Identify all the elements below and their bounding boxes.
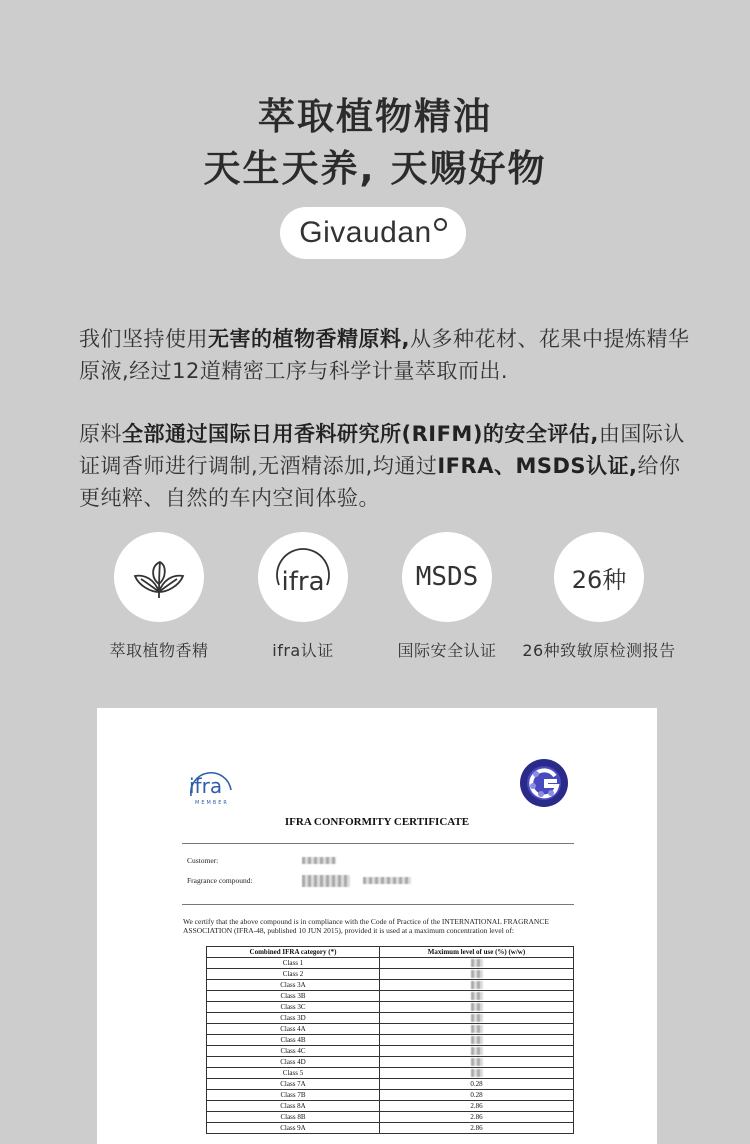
redacted-value <box>471 1003 483 1011</box>
table-row <box>207 1123 574 1134</box>
ifra-logo-text: ifra <box>281 567 325 597</box>
compound-redacted <box>302 875 350 887</box>
class-cell: Class 4B <box>207 1035 380 1046</box>
ifra-certificate-image <box>97 708 657 1144</box>
feature-label: 26种致敏原检测报告 <box>522 641 676 660</box>
ifra-logo-text: ifra <box>189 774 223 798</box>
redacted-value <box>471 1047 483 1055</box>
brand-dot-icon <box>434 218 447 231</box>
compound-redacted <box>363 877 411 884</box>
class-cell: Class 3D <box>207 1013 380 1024</box>
feature-circle <box>258 532 348 622</box>
class-cell: Class 9A <box>207 1123 380 1134</box>
redacted-value <box>471 1058 483 1066</box>
customer-redacted <box>302 857 336 864</box>
level-cell <box>380 1024 574 1035</box>
feature-circle <box>554 532 644 622</box>
level-cell <box>380 958 574 969</box>
level-cell: 0.28 <box>380 1079 574 1090</box>
para2-text-a: 原料 <box>79 422 122 446</box>
brand-name: Givaudan <box>299 216 432 249</box>
level-cell <box>380 1035 574 1046</box>
feature-circle <box>114 532 204 622</box>
certificate-title: IFRA CONFORMITY CERTIFICATE <box>284 816 470 828</box>
ifra-member-logo <box>187 760 247 810</box>
class-cell: Class 4D <box>207 1057 380 1068</box>
feature-label: 萃取植物香精 <box>109 641 209 660</box>
class-cell: Class 7A <box>207 1079 380 1090</box>
class-cell: Class 5 <box>207 1068 380 1079</box>
para2-bold-d: IFRA、MSDS认证, <box>437 454 638 478</box>
feature-circle <box>402 532 492 622</box>
table-row <box>207 1046 574 1057</box>
level-cell <box>380 991 574 1002</box>
level-cell: 0.28 <box>380 1090 574 1101</box>
class-cell: Class 4A <box>207 1024 380 1035</box>
feature-label: ifra认证 <box>272 641 334 660</box>
para1-bold: 无害的植物香精原料, <box>208 327 410 351</box>
para1-text-c: 从多种花材、花果中提炼精华原液,经过12道精密工序与科学计量萃取而出. <box>79 327 690 383</box>
class-cell: Class 4C <box>207 1046 380 1057</box>
class-cell: Class 2 <box>207 969 380 980</box>
level-cell <box>380 1057 574 1068</box>
level-cell: 2.86 <box>380 1112 574 1123</box>
table-row <box>207 1002 574 1013</box>
table-row <box>207 1068 574 1079</box>
table-row <box>207 1057 574 1068</box>
class-cell: Class 1 <box>207 958 380 969</box>
level-cell <box>380 1068 574 1079</box>
class-cell: Class 8A <box>207 1101 380 1112</box>
level-cell <box>380 969 574 980</box>
redacted-value <box>471 970 483 978</box>
level-cell <box>380 1013 574 1024</box>
table-row <box>207 1079 574 1090</box>
leaf-icon <box>129 552 189 602</box>
compound-label: Fragrance compound: <box>187 876 253 885</box>
feature-26-allergens <box>509 532 689 661</box>
msds-icon: MSDS <box>415 562 479 592</box>
compliance-statement: We certify that the above compound is in compliance with the Code of Practice of the INTERNATIONAL FRAGRANCE ASSOCIATION (IFRA-48, published 10 JUN 2015), provided it is used at a maximum concentration level of: <box>183 917 549 935</box>
feature-label: 国际安全认证 <box>397 641 497 660</box>
divider <box>182 843 574 844</box>
table-row <box>207 1024 574 1035</box>
redacted-value <box>471 1025 483 1033</box>
level-cell <box>380 1002 574 1013</box>
table-row <box>207 1090 574 1101</box>
redacted-value <box>471 992 483 1000</box>
customer-label: Customer: <box>187 856 219 865</box>
intro-paragraph <box>79 323 699 387</box>
headline-line-2: 天生天养, 天赐好物 <box>203 147 547 190</box>
class-cell: Class 3A <box>207 980 380 991</box>
redacted-value <box>471 1036 483 1044</box>
table-row <box>207 958 574 969</box>
ifra-category-table <box>206 946 574 1134</box>
table-row <box>207 1035 574 1046</box>
divider <box>182 904 574 905</box>
ifra-logo-subtext: MEMBER <box>195 800 229 806</box>
headline-line-1: 萃取植物精油 <box>258 95 492 138</box>
level-cell: 2.86 <box>380 1101 574 1112</box>
column-header: Combined IFRA category (*) <box>207 947 380 958</box>
report-icon: 26种 <box>571 565 627 594</box>
class-cell: Class 8B <box>207 1112 380 1123</box>
level-cell <box>380 980 574 991</box>
table-row <box>207 1112 574 1123</box>
table-header-row <box>207 947 574 958</box>
level-cell <box>380 1046 574 1057</box>
table-row <box>207 980 574 991</box>
table-row <box>207 1013 574 1024</box>
class-cell: Class 7B <box>207 1090 380 1101</box>
para2-text-e: 给你更纯粹、自然的车内空间体验。 <box>79 454 681 510</box>
ifra-logo-icon <box>271 545 335 609</box>
class-cell: Class 3B <box>207 991 380 1002</box>
class-cell: Class 3C <box>207 1002 380 1013</box>
para1-text-a: 我们坚持使用 <box>79 327 208 351</box>
table-row <box>207 969 574 980</box>
certification-paragraph <box>79 418 699 514</box>
company-logo-icon <box>519 758 569 808</box>
level-cell: 2.86 <box>380 1123 574 1134</box>
redacted-value <box>471 1014 483 1022</box>
para2-bold-b: 全部通过国际日用香料研究所(RIFM)的安全评估, <box>122 422 599 446</box>
table-row <box>207 1101 574 1112</box>
brand-badge <box>280 207 466 259</box>
table-row <box>207 991 574 1002</box>
redacted-value <box>471 981 483 989</box>
redacted-value <box>471 1069 483 1077</box>
column-header: Maximum level of use (%) (w/w) <box>380 947 574 958</box>
para2-text-c: 由国际认证调香师进行调制,无酒精添加,均通过 <box>79 422 685 478</box>
redacted-value <box>471 959 483 967</box>
